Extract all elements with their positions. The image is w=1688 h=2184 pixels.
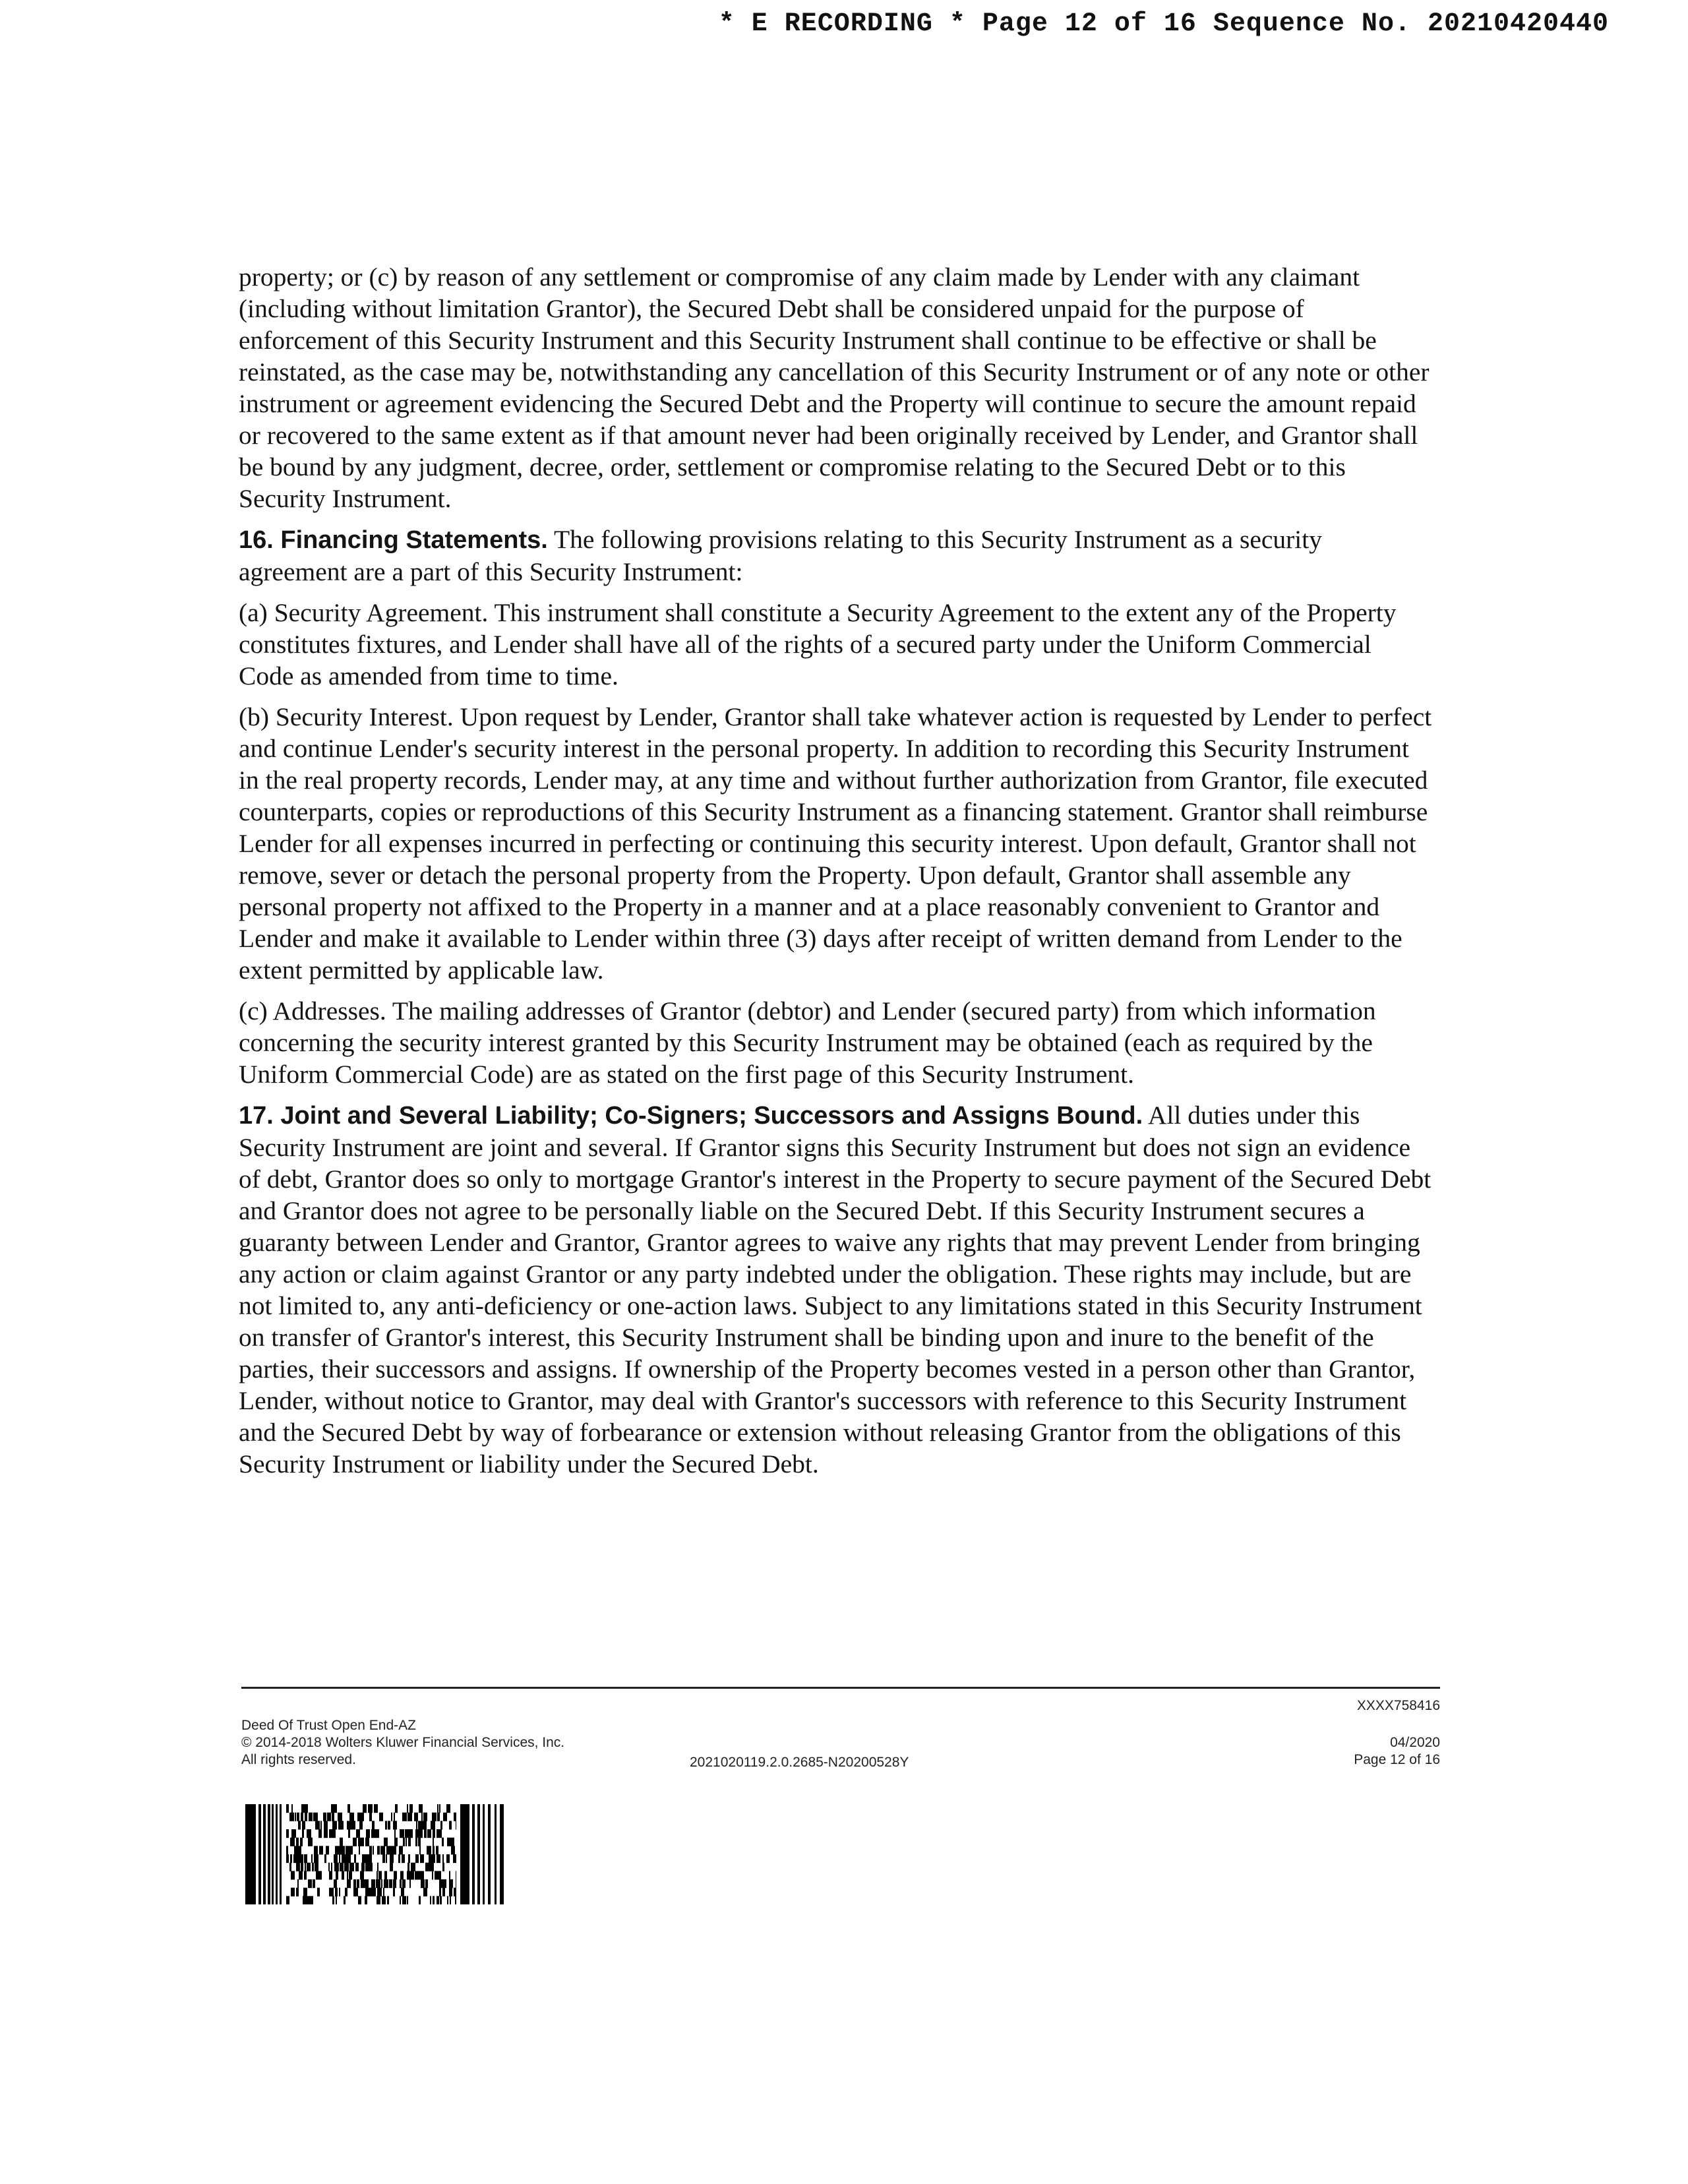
section-17-text: All duties under this Security Instrument are joint and several. If Grantor signs this Security Instrument but does not sign an evidence of debt, Grantor does so only to mortgage Grantor's interest in the Property to secure payment of the Secured Debt and Grantor does not agree to be personally liable on the Secured Debt. If this Security Instrument secures a guaranty between Lender and Grantor, Grantor agrees to waive any rights that may prevent Lender from bringing any action or claim against Grantor or any party indebted under the obligation. These rights may include, but are not limited to, any anti-deficiency or one-action laws. Subject to any limitations stated in this Security Instrument on transfer of Grantor's interest, this Security Instrument shall be binding upon and inure to the benefit of the parties, their successors and assigns. If ownership of the Property becomes vested in a person other than Grantor, Lender, without notice to Grantor, may deal with Grantor's successors with reference to this Security Instrument and the Secured Debt by way of forbearance or extension without releasing Grantor from the obligations of this Security Instrument or liability under the Secured Debt.	[239, 1101, 1432, 1478]
footer-form-info	[241, 1717, 564, 1769]
loan-number: XXXX758416	[1356, 1698, 1440, 1713]
recording-stamp: * E RECORDING * Page 12 of 16 Sequence No. 20210420440	[718, 9, 1609, 39]
section-16c-paragraph: (c) Addresses. The mailing addresses of Grantor (debtor) and Lender (secured party) from which information concerning the security interest granted by this Security Instrument may be obtained (each as required by the Uniform Commercial Code) are as stated on the first page of this Security Instrument.	[239, 996, 1376, 1089]
form-date: 04/2020	[1390, 1735, 1440, 1750]
rights-line: All rights reserved.	[241, 1752, 356, 1767]
section-16-heading: 16. Financing Statements.	[239, 526, 548, 554]
page-number: Page 12 of 16	[1354, 1752, 1440, 1767]
section-17-paragraph	[239, 1099, 1432, 1480]
footer-page-info	[1354, 1734, 1440, 1769]
section-17-heading: 17. Joint and Several Liability; Co-Signers; Successors and Assigns Bound.	[239, 1102, 1143, 1130]
section-16-paragraph	[239, 524, 1432, 588]
section-16-intro: The following provisions relating to this Security Instrument as a security agreement are a part of this Security Instrument:	[239, 525, 1323, 586]
copyright-line: © 2014-2018 Wolters Kluwer Financial Services, Inc.	[241, 1735, 565, 1750]
document-body	[239, 261, 1432, 1489]
continuation-paragraph: property; or (c) by reason of any settlement or compromise of any claim made by Lender with any claimant (including without limitation Grantor), the Secured Debt shall be considered unpaid for the purpose of enforcement of this Security Instrument and this Security Instrument shall continue to be effective or shall be reinstated, as the case may be, notwithstanding any cancellation of this Security Instrument or of any note or other instrument or agreement evidencing the Secured Debt and the Property will continue to secure the amount repaid or recovered to the same extent as if that amount never had been originally received by Lender, and Grantor shall be bound by any judgment, decree, order, settlement or compromise relating to the Secured Debt or to this Security Instrument.	[239, 262, 1430, 513]
section-16a-paragraph: (a) Security Agreement. This instrument shall constitute a Security Agreement to the extent any of the Property constitutes fixtures, and Lender shall have all of the rights of a secured party under the Uniform Commercial Code as amended from time to time.	[239, 598, 1397, 690]
document-code: 2021020119.2.0.2685-N20200528Y	[690, 1755, 909, 1770]
footer-divider	[241, 1687, 1440, 1689]
form-name: Deed Of Trust Open End-AZ	[241, 1718, 416, 1733]
barcode-image	[245, 1804, 512, 1904]
section-16b-paragraph: (b) Security Interest. Upon request by Lender, Grantor shall take whatever action is requested by Lender to perfect and continue Lender's security interest in the personal property. In addition to recording this Security Instrument in the real property records, Lender may, at any time and without further authorization from Grantor, file executed counterparts, copies or reproductions of this Security Instrument as a financing statement. Grantor shall reimburse Lender for all expenses incurred in perfecting or continuing this security interest. Upon default, Grantor shall not remove, sever or detach the personal property from the Property. Upon default, Grantor shall assemble any personal property not affixed to the Property in a manner and at a place reasonably convenient to Grantor and Lender and make it available to Lender within three (3) days after receipt of written demand from Lender to the extent permitted by applicable law.	[239, 702, 1432, 985]
